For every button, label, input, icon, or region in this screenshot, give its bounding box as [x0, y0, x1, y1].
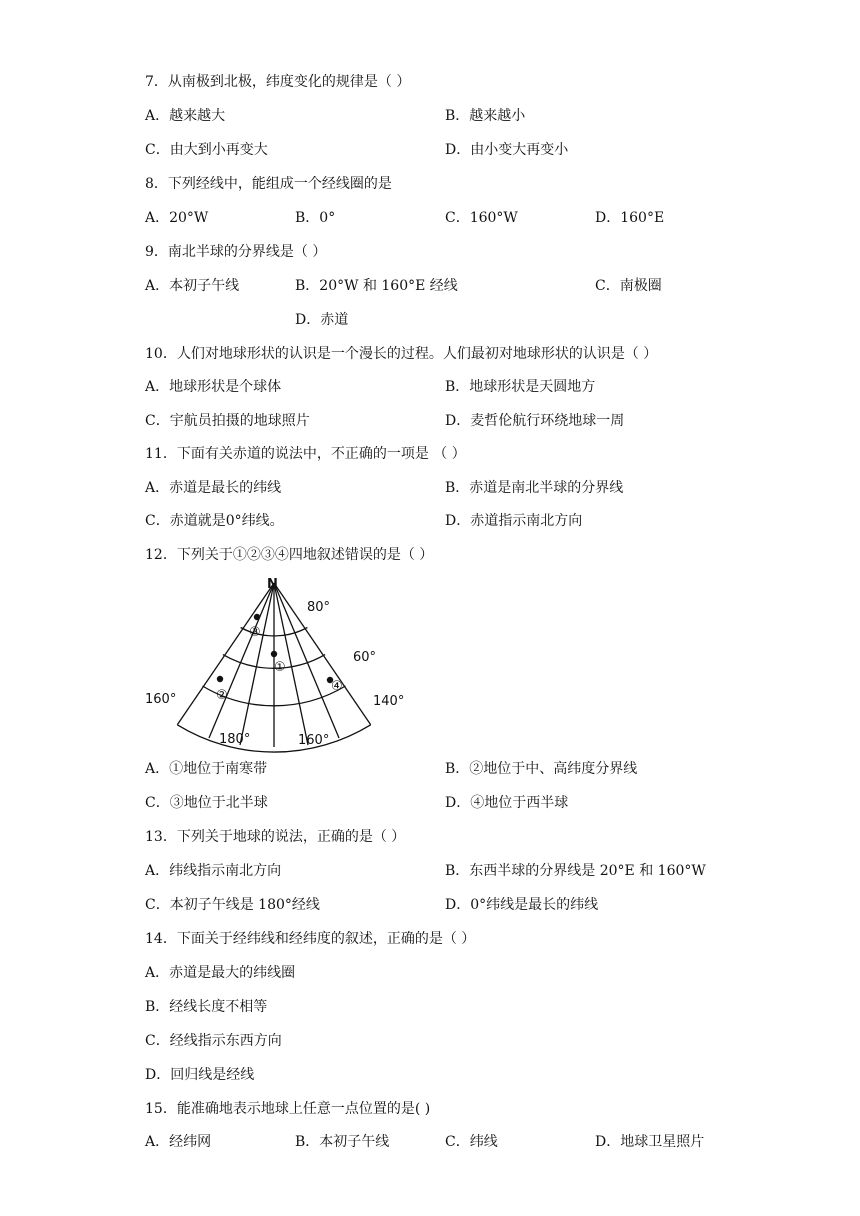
q9-option-b: B．20°W 和 160°E 经线	[295, 278, 458, 294]
q7-option-c: C．由大到小再变大	[145, 142, 268, 158]
point-1-dot	[271, 651, 277, 657]
q12-option-d: D．④地位于西半球	[445, 795, 569, 811]
q7-option-d: D．由小变大再变小	[445, 142, 569, 158]
lat-lon-grid-figure	[140, 575, 410, 755]
q8-option-a: A．20°W	[145, 210, 209, 226]
lon-label-bottom-180: 180°	[219, 732, 251, 747]
question-8-stem: 8．下列经线中，能组成一个经线圈的是	[145, 176, 392, 192]
north-pole-label: N	[267, 577, 278, 592]
lon-label-bottom-160: 160°	[298, 733, 330, 748]
point-3-dot	[254, 614, 260, 620]
point-3-label: ③	[249, 625, 261, 640]
question-12-stem: 12．下列关于①②③④四地叙述错误的是（ ）	[145, 547, 434, 563]
q13-option-d: D．0°纬线是最长的纬线	[445, 897, 599, 913]
question-7-stem: 7．从南极到北极，纬度变化的规律是（ ）	[145, 74, 411, 90]
question-10-stem: 10．人们对地球形状的认识是一个漫长的过程。人们最初对地球形状的认识是（ ）	[145, 346, 658, 362]
q10-option-d: D．麦哲伦航行环绕地球一周	[445, 413, 625, 429]
q15-option-d: D．地球卫星照片	[595, 1134, 705, 1150]
point-2-label: ②	[216, 688, 228, 703]
lat-label-80: 80°	[307, 600, 331, 615]
q11-option-c: C．赤道就是0°纬线。	[145, 513, 284, 529]
q10-option-c: C．宇航员拍摄的地球照片	[145, 413, 310, 429]
point-1-label: ①	[274, 660, 286, 675]
lat-label-60: 60°	[353, 650, 377, 665]
question-14-stem: 14．下面关于经纬线和经纬度的叙述，正确的是（ ）	[145, 931, 476, 947]
q11-option-b: B．赤道是南北半球的分界线	[445, 480, 624, 496]
q7-option-b: B．越来越小	[445, 108, 526, 124]
q15-option-b: B．本初子午线	[295, 1134, 390, 1150]
q10-option-b: B．地球形状是天圆地方	[445, 379, 596, 395]
q14-option-b: B．经线长度不相等	[145, 999, 268, 1015]
q13-option-b: B．东西半球的分界线是 20°E 和 160°W	[445, 863, 706, 879]
lon-label-right-140: 140°	[373, 694, 405, 709]
q15-option-c: C．纬线	[445, 1134, 498, 1150]
q11-option-d: D．赤道指示南北方向	[445, 513, 583, 529]
q13-option-a: A．纬线指示南北方向	[145, 863, 282, 879]
q12-option-a: A．①地位于南寒带	[145, 761, 268, 777]
q8-option-b: B．0°	[295, 210, 336, 226]
q11-option-a: A．赤道是最长的纬线	[145, 480, 282, 496]
question-15-stem: 15．能准确地表示地球上任意一点位置的是( )	[145, 1101, 431, 1117]
q12-option-c: C．③地位于北半球	[145, 795, 268, 811]
q15-option-a: A．经纬网	[145, 1134, 212, 1150]
q10-option-a: A．地球形状是个球体	[145, 379, 282, 395]
question-9-stem: 9．南北半球的分界线是（ ）	[145, 244, 327, 260]
q13-option-c: C．本初子午线是 180°经线	[145, 897, 320, 913]
question-11-stem: 11．下面有关赤道的说法中，不正确的一项是 （ ）	[145, 446, 466, 462]
lon-label-left-160: 160°	[145, 692, 177, 707]
q14-option-a: A．赤道是最大的纬线圈	[145, 965, 296, 981]
q9-option-c: C．南极圈	[595, 278, 662, 294]
q14-option-c: C．经线指示东西方向	[145, 1033, 282, 1049]
q9-option-d: D．赤道	[295, 312, 349, 328]
meridian	[209, 583, 274, 738]
q9-option-a: A．本初子午线	[145, 278, 240, 294]
q7-option-a: A．越来越大	[145, 108, 226, 124]
q8-option-c: C．160°W	[445, 210, 518, 226]
point-4-label: ④	[331, 679, 343, 694]
q8-option-d: D．160°E	[595, 210, 665, 226]
point-2-dot	[217, 676, 223, 682]
question-13-stem: 13．下列关于地球的说法，正确的是（ ）	[145, 829, 406, 845]
q12-option-b: B．②地位于中、高纬度分界线	[445, 761, 638, 777]
q14-option-d: D．回归线是经线	[145, 1067, 255, 1083]
